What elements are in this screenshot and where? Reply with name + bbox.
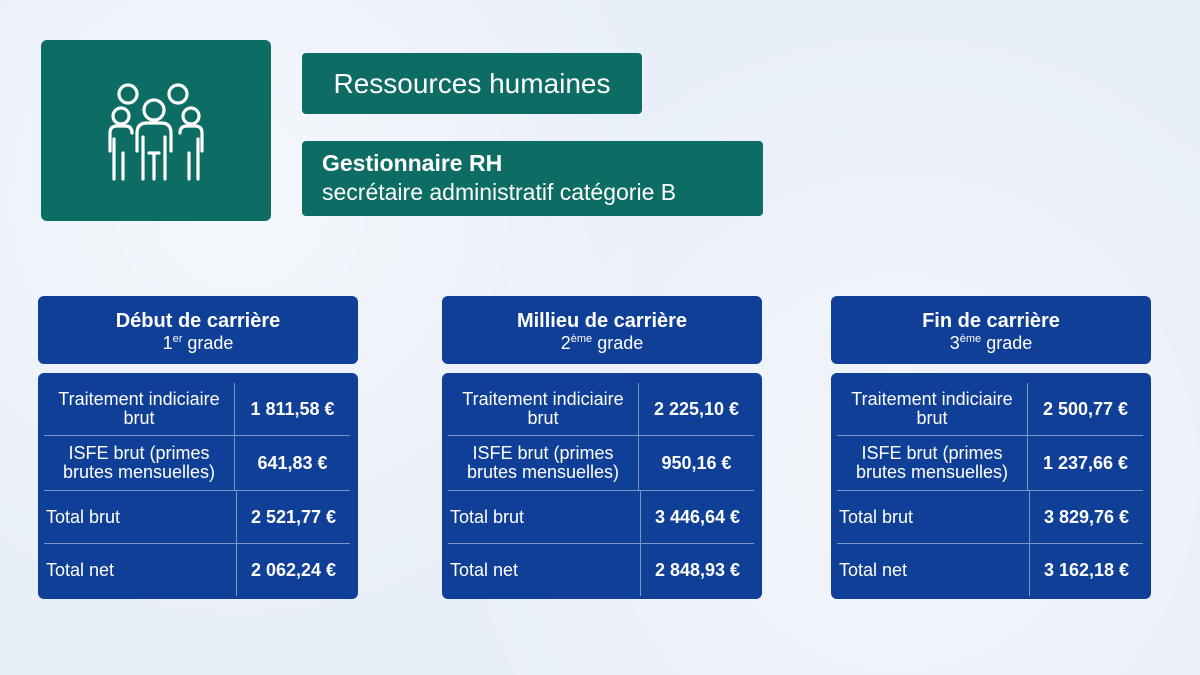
row-value: 641,83 € [257, 452, 328, 473]
job-subtitle: secrétaire administratif catégorie B [322, 179, 677, 205]
career-stage: Fin de carrière [922, 310, 1060, 332]
row-label: Total net [837, 544, 1030, 596]
row-value: 2 225,10 € [653, 398, 740, 419]
career-stage: Début de carrière [115, 310, 281, 332]
row-label: Total net [44, 544, 237, 596]
row-value: 3 446,64 € [654, 506, 741, 527]
row-value: 2 500,77 € [1042, 398, 1129, 419]
row-label: Total brut [837, 491, 1030, 543]
row-value: 2 521,77 € [250, 506, 337, 527]
domain-label: Ressources humaines [302, 53, 642, 114]
row-label: ISFE brut (primes brutes mensuelles) [448, 436, 639, 490]
row-value: 3 162,18 € [1043, 559, 1130, 580]
table-row [44, 436, 350, 491]
table-row [837, 383, 1143, 436]
table-row [837, 544, 1143, 596]
people-group-icon [104, 79, 208, 183]
row-value: 2 848,93 € [654, 559, 741, 580]
row-value: 1 811,58 € [250, 398, 335, 419]
row-label: Traitement indiciaire brut [448, 383, 639, 435]
row-label: ISFE brut (primes brutes mensuelles) [837, 436, 1028, 490]
job-title-panel [302, 141, 763, 216]
table-row [837, 436, 1143, 491]
career-header-middle [442, 296, 762, 364]
salary-table-end [831, 373, 1151, 599]
row-label: Traitement indiciaire brut [837, 383, 1028, 435]
career-grade: 3ème grade [949, 333, 1033, 353]
table-row [44, 383, 350, 436]
row-label: Total net [448, 544, 641, 596]
row-value: 2 062,24 € [250, 559, 337, 580]
icon-panel [41, 40, 271, 221]
table-row [448, 436, 754, 491]
row-label: Total brut [44, 491, 237, 543]
row-label: Traitement indiciaire brut [44, 383, 235, 435]
career-header-start [38, 296, 358, 364]
row-value: 950,16 € [661, 452, 732, 473]
row-label: ISFE brut (primes brutes mensuelles) [44, 436, 235, 490]
table-row [448, 544, 754, 596]
career-stage: Millieu de carrière [516, 310, 688, 332]
career-grade: 2ème grade [560, 333, 644, 353]
table-row [44, 544, 350, 596]
table-row [44, 491, 350, 544]
table-row [837, 491, 1143, 544]
career-header-end [831, 296, 1151, 364]
job-title: Gestionnaire RH [322, 150, 503, 176]
row-label: Total brut [448, 491, 641, 543]
row-value: 3 829,76 € [1043, 506, 1130, 527]
salary-table-middle [442, 373, 762, 599]
career-grade: 1er grade [162, 333, 234, 353]
row-value: 1 237,66 € [1042, 452, 1129, 473]
table-row [448, 491, 754, 544]
salary-table-start [38, 373, 358, 599]
table-row [448, 383, 754, 436]
